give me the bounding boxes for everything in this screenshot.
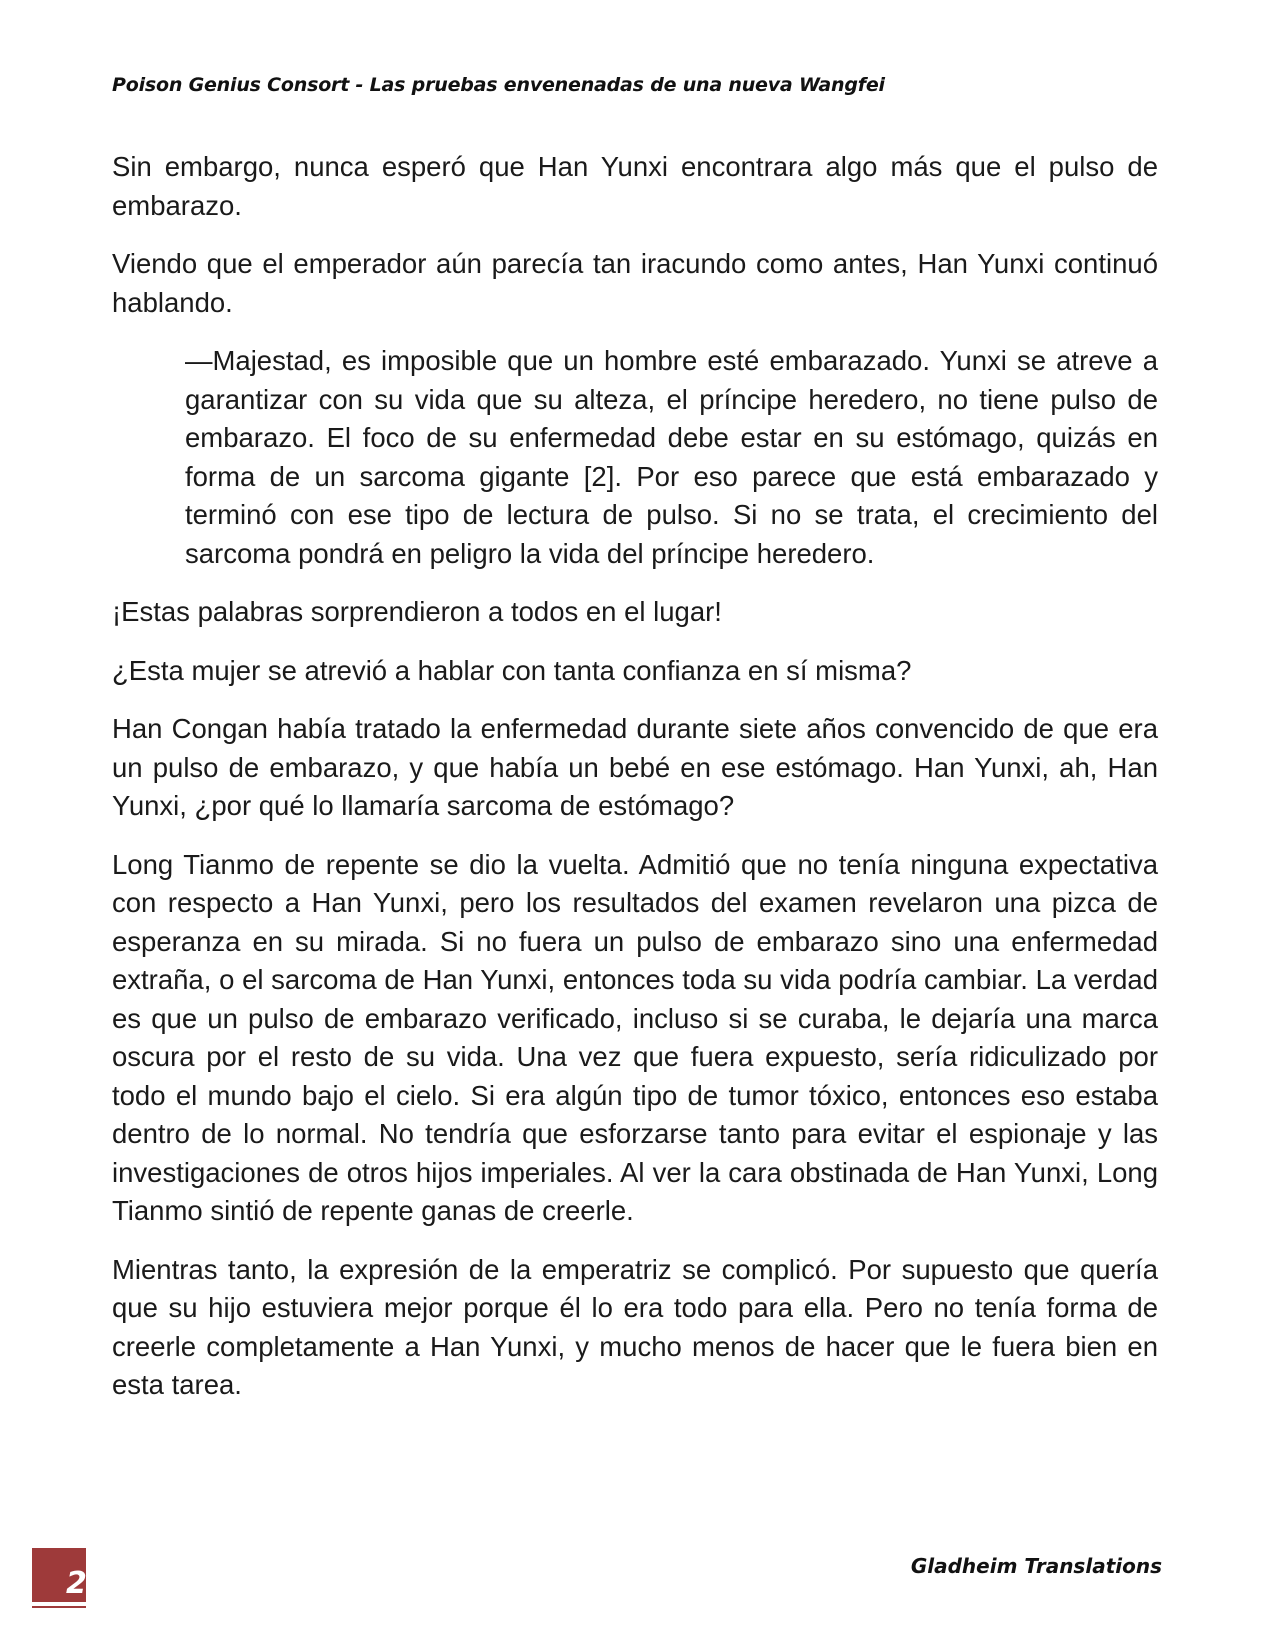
- paragraph-1: Sin embargo, nunca esperó que Han Yunxi encontrara algo más que el pulso de embarazo.: [112, 151, 1158, 221]
- paragraph-4: ¡Estas palabras sorprendieron a todos en el lugar!: [112, 596, 722, 627]
- footer-credit: Gladheim Translations: [910, 1554, 1162, 1578]
- paragraph-quote-dialogue: —Majestad, es imposible que un hombre esté embarazado. Yunxi se atreve a garantizar con su vida que su alteza, el príncipe heredero, no tiene pulso de embarazo. El foco de su enfermedad debe estar en su estómago, quizás en forma de un sarcoma gigante [2]. Por eso parece que está embarazado y terminó con ese tipo de lectura de pulso. Si no se trata, el crecimiento del sarcoma pondrá en peligro la vida del príncipe heredero.: [185, 345, 1158, 569]
- paragraph-8: Mientras tanto, la expresión de la emperatriz se complicó. Por supuesto que quería que su hijo estuviera mejor porque él lo era todo para ella. Pero no tenía forma de creerle completamente a Han Yunxi, y mucho menos de hacer que le fuera bien en esta tarea.: [112, 1253, 1158, 1400]
- page-number-underline: [32, 1606, 86, 1608]
- paragraph-5: ¿Esta mujer se atrevió a hablar con tanta confianza en sí misma?: [112, 654, 912, 686]
- page-number: 2: [66, 1566, 87, 1601]
- paragraph-7: Long Tianmo de repente se dio la vuelta. Admitió que no tenía ninguna expectativa con respecto a Han Yunxi, pero los resultados del examen revelaron una pizca de esperanza en su mirada. Si no fuera un pulso de embarazo sino una enfermedad extraña, o el sarcoma de Han Yunxi, entonces toda su vida podría cambiar. La verdad es que un pulso de embarazo verificado, incluso si se curaba, le dejaría una marca oscura por el resto de su vida. Una vez que fuera expuesto, sería ridiculizado por todo el mundo bajo el cielo. Si era algún tipo de tumor tóxico, entonces eso estaba dentro de lo normal. No tendría que esforzarse tanto para evitar el espionaje y las investigaciones de otros hijos imperiales. Al ver la cara obstinada de Han Yunxi, Long Tianmo sintió de repente ganas de creerle.: [112, 848, 1158, 1226]
- document-body: [112, 148, 1158, 1425]
- paragraph-6: Han Congan había tratado la enfermedad durante siete años convencido de que era un pulso de embarazo, y que había un bebé en ese estómago. Han Yunxi, ah, Han Yunxi, ¿por qué lo llamaría sarcoma de estómago?: [112, 713, 1158, 821]
- paragraph-2: Viendo que el emperador aún parecía tan iracundo como antes, Han Yunxi continuó hablando.: [112, 248, 1158, 318]
- page-header-title: Poison Genius Consort - Las pruebas envenenadas de una nueva Wangfei: [112, 74, 885, 96]
